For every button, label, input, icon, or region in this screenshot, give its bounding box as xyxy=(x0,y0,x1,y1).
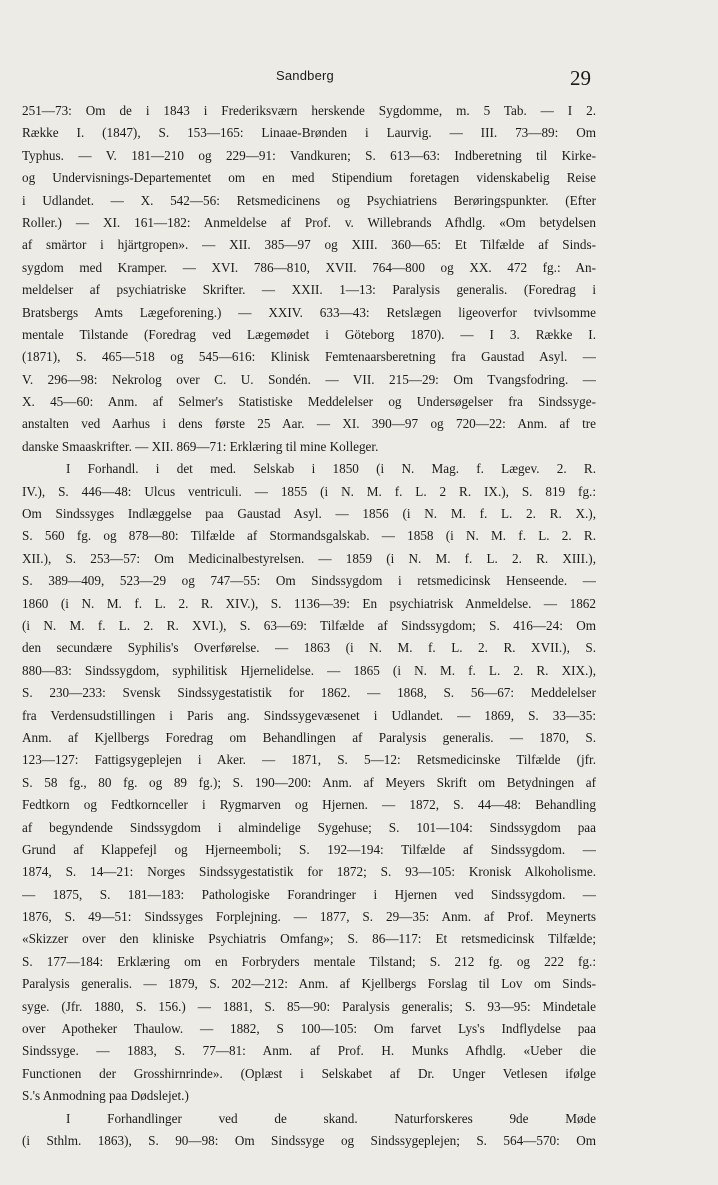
text-line: mentale Tilstande (Foredrag ved Lægemødet i Göteborg 1870). — I 3. Række I. xyxy=(22,326,596,342)
text-line: S. 58 fg., 80 fg. og 89 fg.); S. 190—200: Anm. af Meyers Skrift om Betydningen af xyxy=(22,774,596,790)
text-line: Typhus. — V. 181—210 og 229—91: Vandkuren; S. 613—63: Indberetning til Kirke- xyxy=(22,147,596,163)
text-line: S. 230—233: Svensk Sindssygestatistik for 1862. — 1868, S. 56—67: Meddelelser xyxy=(22,685,596,701)
text-line: 1876, S. 49—51: Sindssyges Forplejning. — 1877, S. 29—35: Anm. af Prof. Meynerts xyxy=(22,909,596,925)
text-line: over Apotheker Thaulow. — 1882, S 100—105: Om farvet Lys's Indflydelse paa xyxy=(22,1021,596,1037)
body-text xyxy=(22,100,596,1152)
text-line: (i N. M. f. L. 2. R. XVI.), S. 63—69: Tilfælde af Sindssygdom; S. 416—24: Om xyxy=(22,617,596,633)
text-line: X. 45—60: Anm. af Selmer's Statistiske Meddelelser og Undersøgelser fra Sindssyge- xyxy=(22,394,596,410)
text-line: «Skizzer over den kliniske Psychiatris Omfang»; S. 86—117: Et retsmedicinsk Tilfælde; xyxy=(22,931,596,947)
text-line: sygdom med Kramper. — XVI. 786—810, XVII. 764—800 og XX. 472 fg.: An- xyxy=(22,259,596,275)
text-line: meldelser af psychiatriske Skrifter. — XXII. 1—13: Paralysis generalis. (Foredrag i xyxy=(22,282,596,298)
text-line: I Forhandlinger ved de skand. Naturforskeres 9de Møde xyxy=(66,1110,596,1126)
text-line: anstalten ved Aarhus i dens første 25 Aar. — XI. 390—97 og 720—22: Anm. af tre xyxy=(22,416,596,432)
text-line: Paralysis generalis. — 1879, S. 202—212: Anm. af Kjellbergs Forslag til Lov om Sinds- xyxy=(22,976,596,992)
text-line: (i Sthlm. 1863), S. 90—98: Om Sindssyge og Sindssygeplejen; S. 564—570: Om xyxy=(22,1132,596,1148)
text-line: af begyndende Sindssygdom i almindelige Sygehuse; S. 101—104: Sindssygdom paa xyxy=(22,819,596,835)
text-line: (1871), S. 465—518 og 545—616: Klinisk Femtenaarsberetning fra Gaustad Asyl. — xyxy=(22,349,596,365)
text-line: 880—83: Sindssygdom, syphilitisk Hjernelidelse. — 1865 (i N. M. f. L. 2. R. XIX.), xyxy=(22,662,596,678)
text-line: 1860 (i N. M. f. L. 2. R. XIV.), S. 1136—39: En psychiatrisk Anmeldelse. — 1862 xyxy=(22,595,596,611)
text-line: Om Sindssyges Indlæggelse paa Gaustad Asyl. — 1856 (i N. M. f. L. 2. R. X.), xyxy=(22,506,596,522)
text-line: af smärtor i hjärtgropen». — XII. 385—97 og XIII. 360—65: Et Tilfælde af Sinds- xyxy=(22,237,596,253)
text-line: og Undervisnings-Departementet om en med Stipendium foretagen videnskabelig Reise xyxy=(22,170,596,186)
text-line: i Udlandet. — X. 542—56: Retsmedicinens og Psychiatriens Berøringspunkter. (Efter xyxy=(22,192,596,208)
text-line: fra Verdensudstillingen i Paris ang. Sindssygevæsenet i Udlandet. — 1869, S. 33—35: xyxy=(22,707,596,723)
text-line: XII.), S. 253—57: Om Medicinalbestyrelsen. — 1859 (i N. M. f. L. 2. R. XIII.), xyxy=(22,550,596,566)
text-line: IV.), S. 446—48: Ulcus ventriculi. — 1855 (i N. M. f. L. 2 R. IX.), S. 819 fg.: xyxy=(22,483,596,499)
text-line: Grund af Klappefejl og Hjerneemboli; S. 192—194: Tilfælde af Sindssygdom. — xyxy=(22,841,596,857)
text-line: 251—73: Om de i 1843 i Frederiksværn herskende Sygdomme, m. 5 Tab. — I 2. xyxy=(22,103,596,118)
text-line: danske Smaaskrifter. — XII. 869—71: Erklæring til mine Kolleger. xyxy=(22,438,379,454)
page-number: 29 xyxy=(570,66,591,90)
text-line: Bratsbergs Amts Lægeforening.) — XXIV. 633—43: Retslægen ligeoverfor tvivlsomme xyxy=(22,304,596,320)
text-line: S. 560 fg. og 878—80: Tilfælde af Stormandsgalskab. — 1858 (i N. M. f. L. 2. R. xyxy=(22,528,596,544)
text-line: Fedtkorn og Fedtkornceller i Rygmarven og Hjernen. — 1872, S. 44—48: Behandling xyxy=(22,797,596,813)
text-line: S. 177—184: Erklæring om en Forbryders mentale Tilstand; S. 212 fg. og 222 fg.: xyxy=(22,953,596,969)
running-head xyxy=(0,68,718,92)
text-line: V. 296—98: Nekrolog over C. U. Sondén. — VII. 215—29: Om Tvangsfodring. — xyxy=(22,371,596,387)
text-line: S. 389—409, 523—29 og 747—55: Om Sindssygdom i retsmedicinsk Henseende. — xyxy=(22,573,596,589)
text-line: — 1875, S. 181—183: Pathologiske Forandringer i Hjernen ved Sindssygdom. — xyxy=(22,886,596,902)
running-title: Sandberg xyxy=(276,68,334,83)
text-line: Række I. (1847), S. 153—165: Linaae-Brønden i Laurvig. — III. 73—89: Om xyxy=(22,125,596,141)
text-line: den secundære Syphilis's Overførelse. — 1863 (i N. M. f. L. 2. R. XVII.), S. xyxy=(22,640,596,656)
text-line: I Forhandl. i det med. Selskab i 1850 (i N. Mag. f. Lægev. 2. R. xyxy=(66,461,596,477)
text-line: 1874, S. 14—21: Norges Sindssygestatistik for 1872; S. 93—105: Kronisk Alkoholisme. xyxy=(22,864,596,880)
text-line: Anm. af Kjellbergs Foredrag om Behandlingen af Paralysis generalis. — 1870, S. xyxy=(22,729,596,745)
text-line: Sindssyge. — 1883, S. 77—81: Anm. af Prof. H. Munks Afhdlg. «Ueber die xyxy=(22,1043,596,1059)
text-line: 123—127: Fattigsygeplejen i Aker. — 1871, S. 5—12: Retsmedicinske Tilfælde (jfr. xyxy=(22,752,596,768)
text-line: Roller.) — XI. 161—182: Anmeldelse af Prof. v. Willebrands Afhdlg. «Om betydelsen xyxy=(22,214,596,230)
text-line: syge. (Jfr. 1880, S. 156.) — 1881, S. 85—90: Paralysis generalis; S. 93—95: Mindetale xyxy=(22,998,596,1014)
text-line: S.'s Anmodning paa Dødslejet.) xyxy=(22,1088,189,1104)
text-line: Functionen der Grosshirnrinde». (Oplæst i Selskabet af Dr. Unger Vetlesen ifølge xyxy=(22,1065,596,1081)
